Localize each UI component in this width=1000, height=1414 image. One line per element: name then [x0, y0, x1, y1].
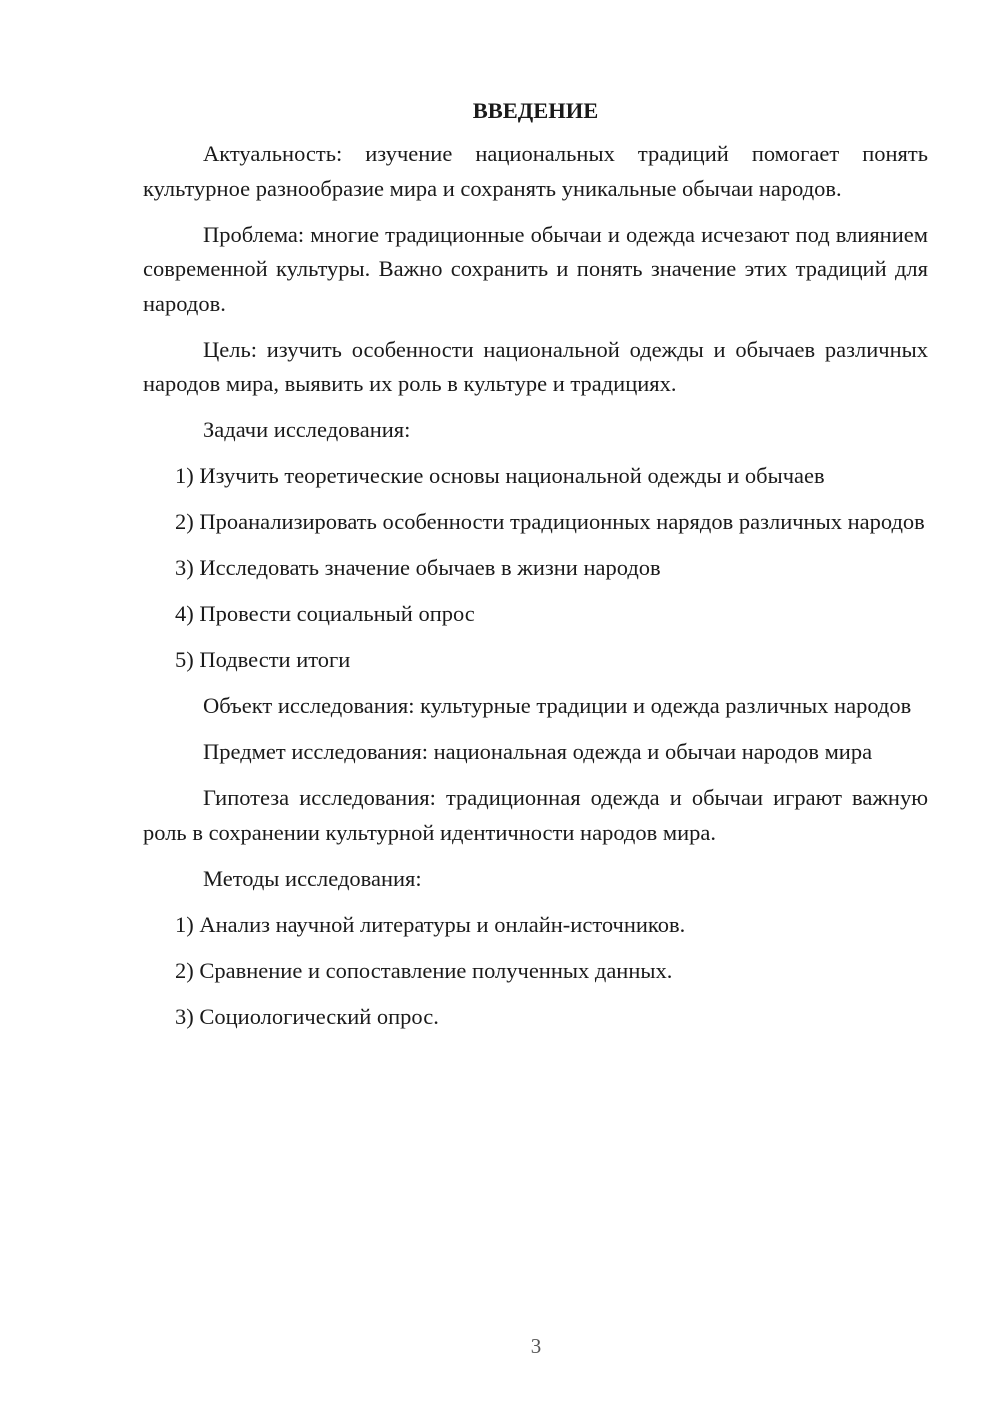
method-item: 2) Сравнение и сопоставление полученных данных. [175, 957, 673, 983]
object-paragraph: Объект исследования: культурные традиции и одежда различных народов [203, 693, 912, 718]
relevance-paragraph: Актуальность: изучение национальных традиций помогает понять культурное разнообразие мира и сохранять уникальные обычаи народов. [143, 141, 928, 201]
method-item: 1) Анализ научной литературы и онлайн-источников. [175, 911, 686, 937]
task-item: 3) Исследовать значение обычаев в жизни народов [175, 555, 661, 580]
task-item: 5) Подвести итоги [175, 647, 351, 672]
tasks-heading: Задачи исследования: [203, 417, 411, 442]
task-item: 2) Проанализировать особенности традиционных нарядов различных народов [175, 509, 925, 534]
section-title: ВВЕДЕНИЕ [472, 98, 599, 123]
methods-heading: Методы исследования: [203, 865, 422, 891]
subject-paragraph: Предмет исследования: национальная одежда и обычаи народов мира [203, 739, 873, 764]
page-number: 3 [530, 1334, 542, 1358]
problem-paragraph: Проблема: многие традиционные обычаи и одежда исчезают под влиянием современной культуры. Важно сохранить и понять значение этих традиций для народов. [143, 221, 928, 316]
hypothesis-paragraph: Гипотеза исследования: традиционная одежда и обычаи играют важную роль в сохранении культурной идентичности народов мира. [143, 785, 928, 845]
page-content [143, 96, 928, 1046]
task-item: 1) Изучить теоретические основы национальной одежды и обычаев [175, 463, 825, 488]
goal-paragraph: Цель: изучить особенности национальной одежды и обычаев различных народов мира, выявить их роль в культуре и традициях. [143, 336, 928, 396]
method-item: 3) Социологический опрос. [175, 1003, 439, 1029]
task-item: 4) Провести социальный опрос [175, 601, 475, 626]
